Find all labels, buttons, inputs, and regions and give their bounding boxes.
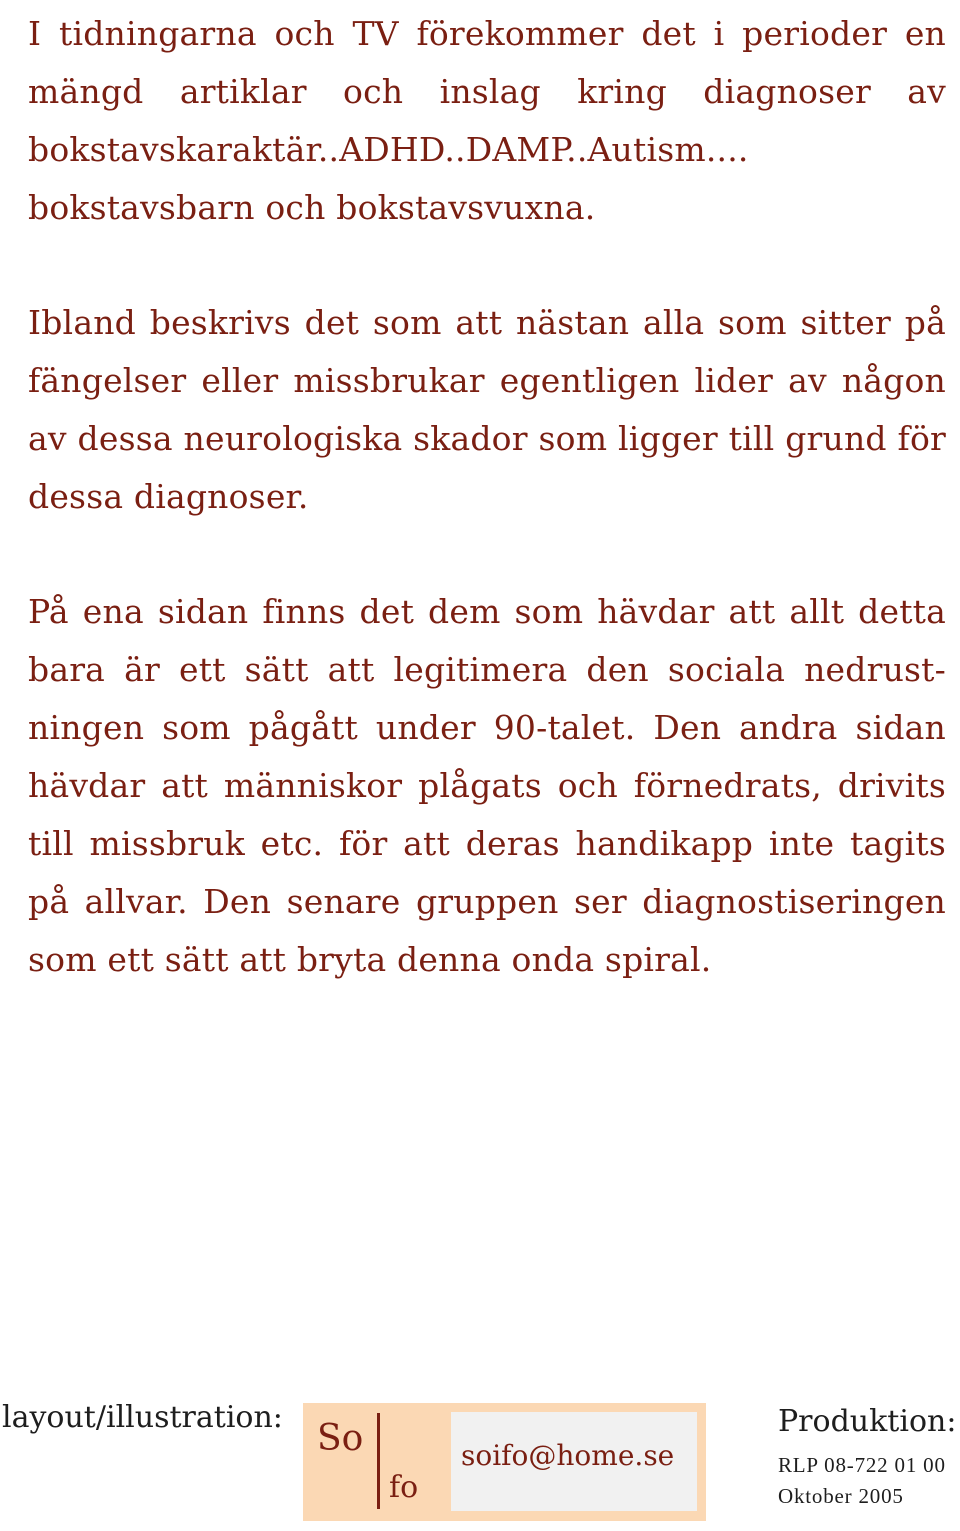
email-address[interactable]: soifo@home.se xyxy=(461,1439,675,1472)
paragraph-debate: På ena sidan finns det dem som hävdar att allt detta bara är ett sätt att legitimera den sociala nedrust-ningen som pågått under 90-talet. Den andra sidan hävdar att människor plågats och förnedrats, drivits till missbruk etc. för att deras handikapp inte tagits på allvar. Den senare gruppen ser diagnostiseringen som ett sätt att bryta denna onda spiral. xyxy=(28,592,946,979)
logo-text-fo: fo xyxy=(389,1470,419,1505)
layout-illustration-label: layout/illustration: xyxy=(2,1400,283,1435)
logo-i-bar xyxy=(377,1413,380,1509)
paragraph-intro: I tidningarna och TV förekommer det i perioder en mängd artiklar och inslag kring diagnoser av bokstavskaraktär..ADHD..DAMP..Autism.... bokstavsbarn och bokstavsvuxna. xyxy=(28,14,946,227)
paragraph-prisons: Ibland beskrivs det som att nästan alla som sitter på fängelser eller missbrukar egentligen lider av någon av dessa neurologiska skador som ligger till grund för dessa diagnoser. xyxy=(28,303,946,516)
production-date: Oktober 2005 xyxy=(778,1484,904,1508)
production-phone: RLP 08-722 01 00 xyxy=(778,1453,946,1477)
production-title: Produktion: xyxy=(778,1404,957,1439)
email-box xyxy=(451,1412,697,1511)
logo-text-so: So xyxy=(317,1418,364,1459)
soifo-logo-box xyxy=(303,1403,706,1521)
